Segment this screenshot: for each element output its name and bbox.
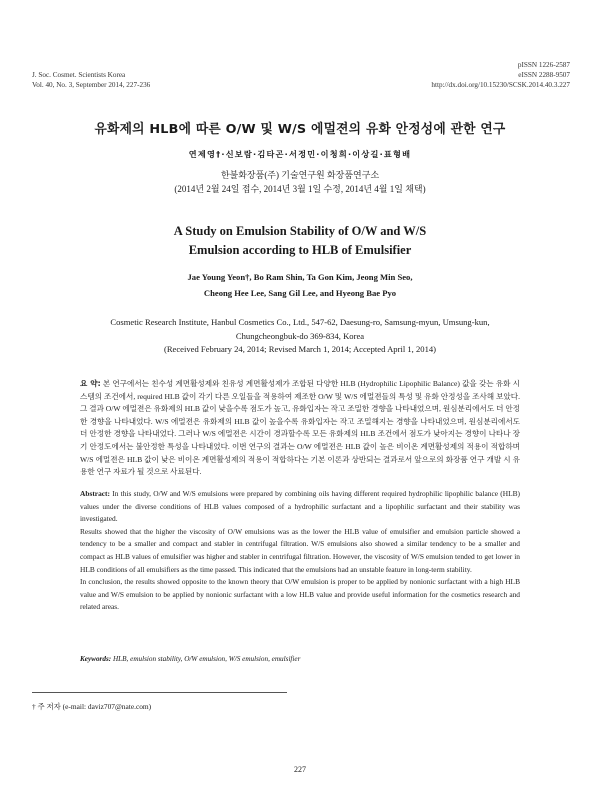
running-header-left [32,70,150,90]
english-abstract [80,488,520,614]
english-title-line2: Emulsion according to HLB of Emulsifier [188,243,412,257]
footnote-divider [32,692,287,693]
abstract-paragraph-2: Results showed that the higher the viscosity of O/W emulsions was as the lower the HLB value of emulsifier and emulsion particle showed a tendency to be a smaller and compact and stabler in centrifugal filtration. W/S emulsions also showed a similar tendency to be a smaller and compact as HLB values of emulsifier was higher and stabler in centrifugal filtration. However, the viscosity of W/S emulsion tended to get lower in HLB conditions of all emulsifiers as the time passed. This indicated that the emulsions had an unstable feature in long-term stability. [80,526,520,574]
keywords-text: HLB, emulsion stability, O/W emulsion, W/S emulsion, emulsifier [112,655,301,663]
korean-abstract-label: 요 약: [80,379,101,388]
english-dates: (Received February 24, 2014; Revised March 1, 2014; Accepted April 1, 2014) [163,344,437,355]
english-title [0,222,600,260]
english-affiliation-line2: Chungcheongbuk-do 369-834, Korea [235,330,365,341]
abstract-paragraph-1 [80,488,520,526]
journal-name: J. Soc. Cosmet. Scientists Korea [32,71,126,79]
korean-affiliation-block [0,168,600,196]
volume-info: Vol. 40, No. 3, September 2014, 227-236 [32,81,151,89]
korean-abstract [80,378,520,479]
eissn: eISSN 2288-9507 [518,71,570,79]
english-title-line1: A Study on Emulsion Stability of O/W and W/S [173,224,427,238]
doi-link[interactable]: http://dx.doi.org/10.15230/SCSK.2014.40.3.227 [431,81,570,89]
keywords-label: Keywords: [80,655,112,663]
footnote: † 주 저자 (e-mail: daviz707@nate.com) [32,702,152,711]
english-authors-line1: Jae Young Yeon†, Bo Ram Shin, Ta Gon Kim, Jeong Min Seo, [187,272,413,282]
korean-abstract-text: 본 연구에서는 친수성 계면활성제와 친유성 계면활성제가 조합된 다양한 HLB (Hydrophilic Lipophilic Balance) 값을 갖는 유화 시스템의 조건에서, required HLB 값이 각기 다른 오일들을 적용하여 제조한 O/W 및 W/S 에멀젼들의 특성 및 유화 안정성을 조사해 보았다. 그 결과 O/W 에멀젼은 유화제의 HLB 값이 낮을수록 점도가 높고, 유화입자는 작고 조밀한 경향을 나타내었으며, 원심분리에서도 더 안정한 경향을 나타내었다. W/S 에멀젼은 유화제의 HLB 값이 높을수록 유화입자는 작고 조밀해지는 경향을 나타내었으며, 원심분리에서도 더 안정한 경향을 나타내었다. 그러나 W/S 에멀젼은 시간이 경과할수록 모든 유화제의 HLB 조건에서 점도가 낮아지는 경향이 나타나 장기 안정도에서는 불안정한 특성을 나타내었다. 이번 연구의 결과는 O/W 에멀젼은 HLB 값이 높은 비이온 계면활성제의 적용이 적합하며 W/S 에멀젼은 HLB 값이 낮은 비이온 계면활성제의 적용이 적합하다는 기본 이론과 상반되는 결과로서 앞으로의 화장품 연구 개발 시 유용한 연구 자료가 될 것으로 사료된다. [80,379,520,477]
korean-affiliation: 한불화장품(주) 기술연구원 화장품연구소 [220,170,380,180]
english-authors-line2: Cheong Hee Lee, Sang Gil Lee, and Hyeong Bae Pyo [203,288,397,298]
english-affiliation-line1: Cosmetic Research Institute, Hanbul Cosmetics Co., Ltd., 547-62, Daesung-ro, Samsung-myun, Umsung-kun, [110,317,490,327]
abstract-para1-text: In this study, O/W and W/S emulsions were prepared by combining oils having different required hydrophilic lipophilic balance (HLB) values under the diverse conditions of HLB values composed of a hydrophilic surfactant and a lipophilic surfactant and their stability was investigated. [80,489,520,524]
page-number: 227 [294,765,306,774]
abstract-label: Abstract: [80,489,110,498]
korean-title: 유화제의 HLB에 따른 O/W 및 W/S 에멀젼의 유화 안정성에 관한 연구 [94,122,506,137]
korean-authors: 연제영†·신보람·김타곤·서정민·이청희·이상길·표형배 [188,149,412,159]
english-authors [0,269,600,301]
english-affiliation-block [0,316,600,357]
abstract-paragraph-3: In conclusion, the results showed opposite to the known theory that O/W emulsion is proper to be applied by nonionic surfactant with a high HLB value and W/S emulsion to be applied by nonionic surfactant with a low HLB value and provide useful information for the cosmetics research and related areas. [80,577,520,612]
keywords [80,654,520,665]
running-header-right [431,60,570,90]
korean-dates: (2014년 2월 24일 접수, 2014년 3월 1일 수정, 2014년 4월 1일 채택) [174,184,426,194]
pissn: pISSN 1226-2587 [517,61,570,69]
